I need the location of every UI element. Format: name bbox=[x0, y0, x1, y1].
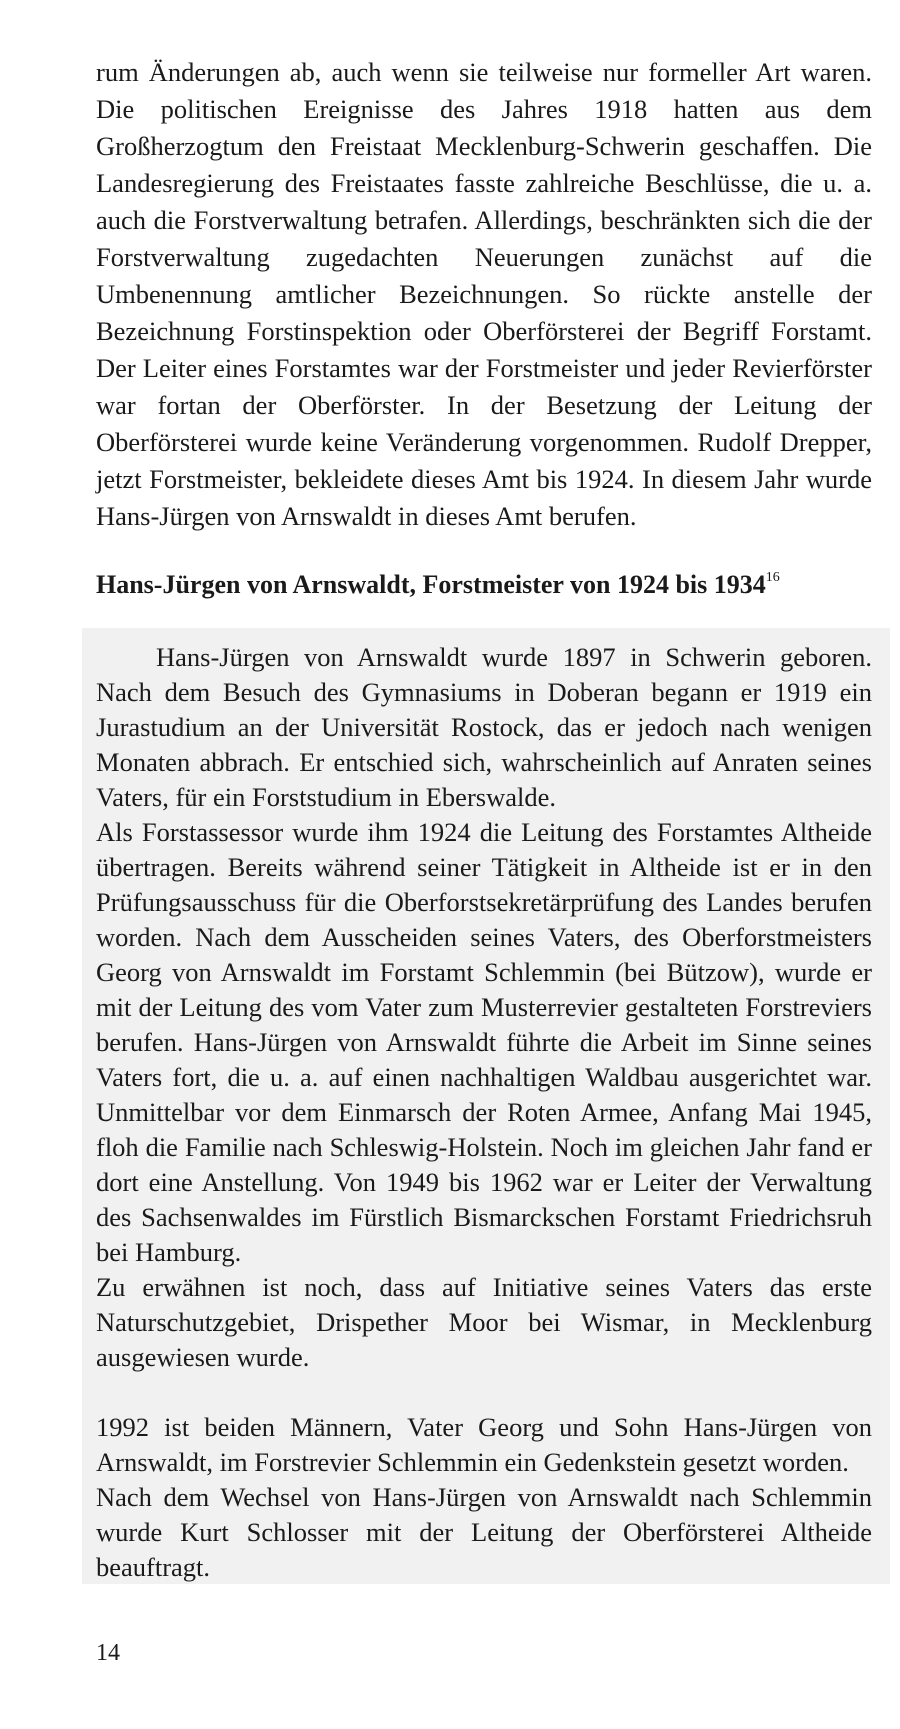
bio-paragraph-career: Als Forstassessor wurde ihm 1924 die Leitung des Forstamtes Altheide übertragen. Bereits während seiner Tätigkeit in Altheide ist er in den Prüfungsausschuss für die Oberforstsekretärprüfung des Landes berufen worden. Nach dem Ausscheiden seines Vaters, des Oberforstmeisters Georg von Arnswaldt im Forstamt Schlemmin (bei Bützow), wurde er mit der Leitung des vom Vater zum Musterrevier gestalteten Forstreviers berufen. Hans-Jürgen von Arnswaldt führte die Arbeit im Sinne seines Vaters fort, die u. a. auf einen nachhaltigen Waldbau ausgerichtet war. Unmittelbar vor dem Einmarsch der Roten Armee, Anfang Mai 1945, floh die Familie nach Schleswig-Holstein. Noch im gleichen Jahr fand er dort eine Anstellung. Von 1949 bis 1962 war er Leiter der Verwaltung des Sachsenwaldes im Fürstlich Bismarckschen Forstamt Friedrichsruh bei Hamburg. bbox=[96, 817, 872, 1267]
bio-paragraph-successor: Nach dem Wechsel von Hans-Jürgen von Arnswaldt nach Schlemmin wurde Kurt Schlosser mit der Leitung der Oberförsterei Altheide beauftragt. bbox=[96, 1482, 872, 1582]
bio-paragraph-memorial: 1992 ist beiden Männern, Vater Georg und Sohn Hans-Jürgen von Arnswaldt, im Forstrevier Schlemmin ein Gedenkstein gesetzt worden. bbox=[96, 1412, 872, 1477]
bio-paragraph-nature-reserve: Zu erwähnen ist noch, dass auf Initiative seines Vaters das erste Naturschutzgebiet, Drispether Moor bei Wismar, in Mecklenburg ausgewiesen wurde. bbox=[96, 1272, 872, 1372]
section-heading-text: Hans-Jürgen von Arnswaldt, Forstmeister von 1924 bis 1934 bbox=[96, 570, 766, 599]
intro-paragraph: rum Änderungen ab, auch wenn sie teilweise nur formeller Art waren. Die politischen Ereignisse des Jahres 1918 hatten aus dem Großherzogtum den Freistaat Mecklenburg-Schwerin geschaffen. Die Landesregierung des Freistaates fasste zahlreiche Beschlüsse, die u. a. auch die Forstverwaltung betrafen. Allerdings, beschränkten sich die der Forstverwaltung zugedachten Neuerungen zunächst auf die Umbenennung amtlicher Bezeichnungen. So rückte anstelle der Bezeichnung Forstinspektion oder Oberförsterei der Begriff Forstamt. Der Leiter eines Forstamtes war der Forstmeister und jeder Revierförster war fortan der Oberförster. In der Besetzung der Leitung der Oberförsterei wurde keine Veränderung vorgenommen. Rudolf Drepper, jetzt Forstmeister, bekleidete dieses Amt bis 1924. In diesem Jahr wurde Hans-Jürgen von Arnswaldt in dieses Amt berufen. bbox=[96, 57, 872, 531]
biography-text-block bbox=[96, 640, 872, 1585]
bio-paragraph-birth: Hans-Jürgen von Arnswaldt wurde 1897 in Schwerin geboren. Nach dem Besuch des Gymnasiums in Doberan begann er 1919 ein Jurastudium an der Universität Rostock, das er jedoch nach wenigen Monaten abbrach. Er entschied sich, wahrscheinlich auf Anraten seines Vaters, für ein Forststudium in Eberswalde. bbox=[96, 642, 872, 812]
intro-text-block bbox=[96, 54, 872, 535]
page-number: 14 bbox=[96, 1640, 120, 1666]
footnote-reference: 16 bbox=[765, 570, 780, 585]
section-heading bbox=[96, 568, 872, 602]
